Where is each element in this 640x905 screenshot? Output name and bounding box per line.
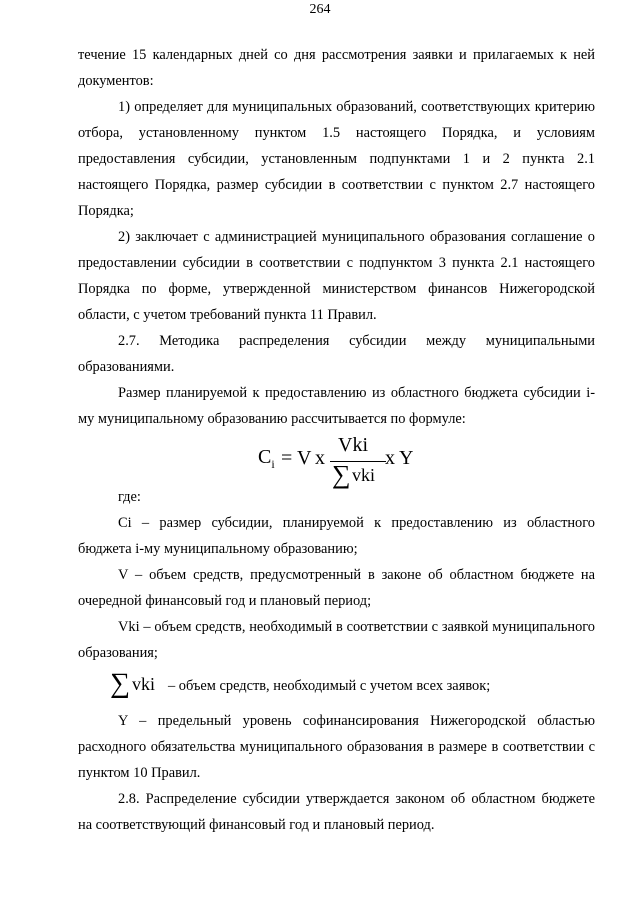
sum-description: – объем средств, необходимый с учетом всех заявок; [168, 678, 491, 694]
definition-v: V – объем средств, предусмотренный в законе об областном бюджете на очередной финансовый год и плановый период; [78, 567, 595, 609]
page-number: 264 [309, 2, 331, 17]
paragraph-item-2: 2) заключает с администрацией муниципального образования соглашение о предоставлении субсидии в соответствии с подпунктом 3 пункта 2.1 настоящего Порядка по форме, утвержденной министерством финансов Нижегородской области, с учетом требований пункта 11 Правил. [78, 229, 595, 323]
formula-numerator: Vki [338, 434, 368, 456]
definition-ci: Ci – размер субсидии, планируемой к предоставлению из областного бюджета i-му муниципальному образованию; [78, 515, 595, 557]
formula-v: V [297, 447, 312, 469]
sum-icon: ∑ [110, 668, 130, 699]
formula-equals: = [281, 447, 293, 469]
paragraph-item-1: 1) определяет для муниципальных образований, соответствующих критерию отбора, установленному пунктом 1.5 настоящего Порядка, и условиям предоставления субсидии, установленным подпунктами 1 и 2 пункта 2.1 настоящего Порядка, размер субсидии в соответствии с пунктом 2.7 настоящего Порядка; [78, 99, 595, 219]
paragraph-formula-intro: Размер планируемой к предоставлению из областного бюджета субсидии i-му муниципальному образованию рассчитывается по формуле: [78, 385, 595, 427]
formula-times: x [385, 447, 395, 469]
paragraph-intro: течение 15 календарных дней со дня рассмотрения заявки и прилагаемых к ней документов: [78, 47, 595, 89]
formula-denominator: vki [352, 465, 376, 485]
sum-icon: ∑ [332, 460, 351, 489]
paragraph-section-2-8: 2.8. Распределение субсидии утверждается законом об областном бюджете на соответствующий финансовый год и плановый период. [78, 791, 595, 833]
formula-y: Y [399, 447, 414, 469]
formula-ci: $C_i$ [258, 446, 275, 471]
definition-vki: Vki – объем средств, необходимый в соответствии с заявкой муниципального образования; [78, 619, 595, 661]
sum-term: vki [132, 674, 156, 694]
paragraph-section-2-7: 2.7. Методика распределения субсидии между муниципальными образованиями. [78, 333, 595, 375]
definition-y: Y – предельный уровень софинансирования Нижегородской областью расходного обязательства муниципального образования в размере в соответствии с пунктом 10 Правил. [78, 713, 595, 781]
paragraph-where: где: [118, 489, 141, 505]
formula-times: x [315, 447, 325, 469]
